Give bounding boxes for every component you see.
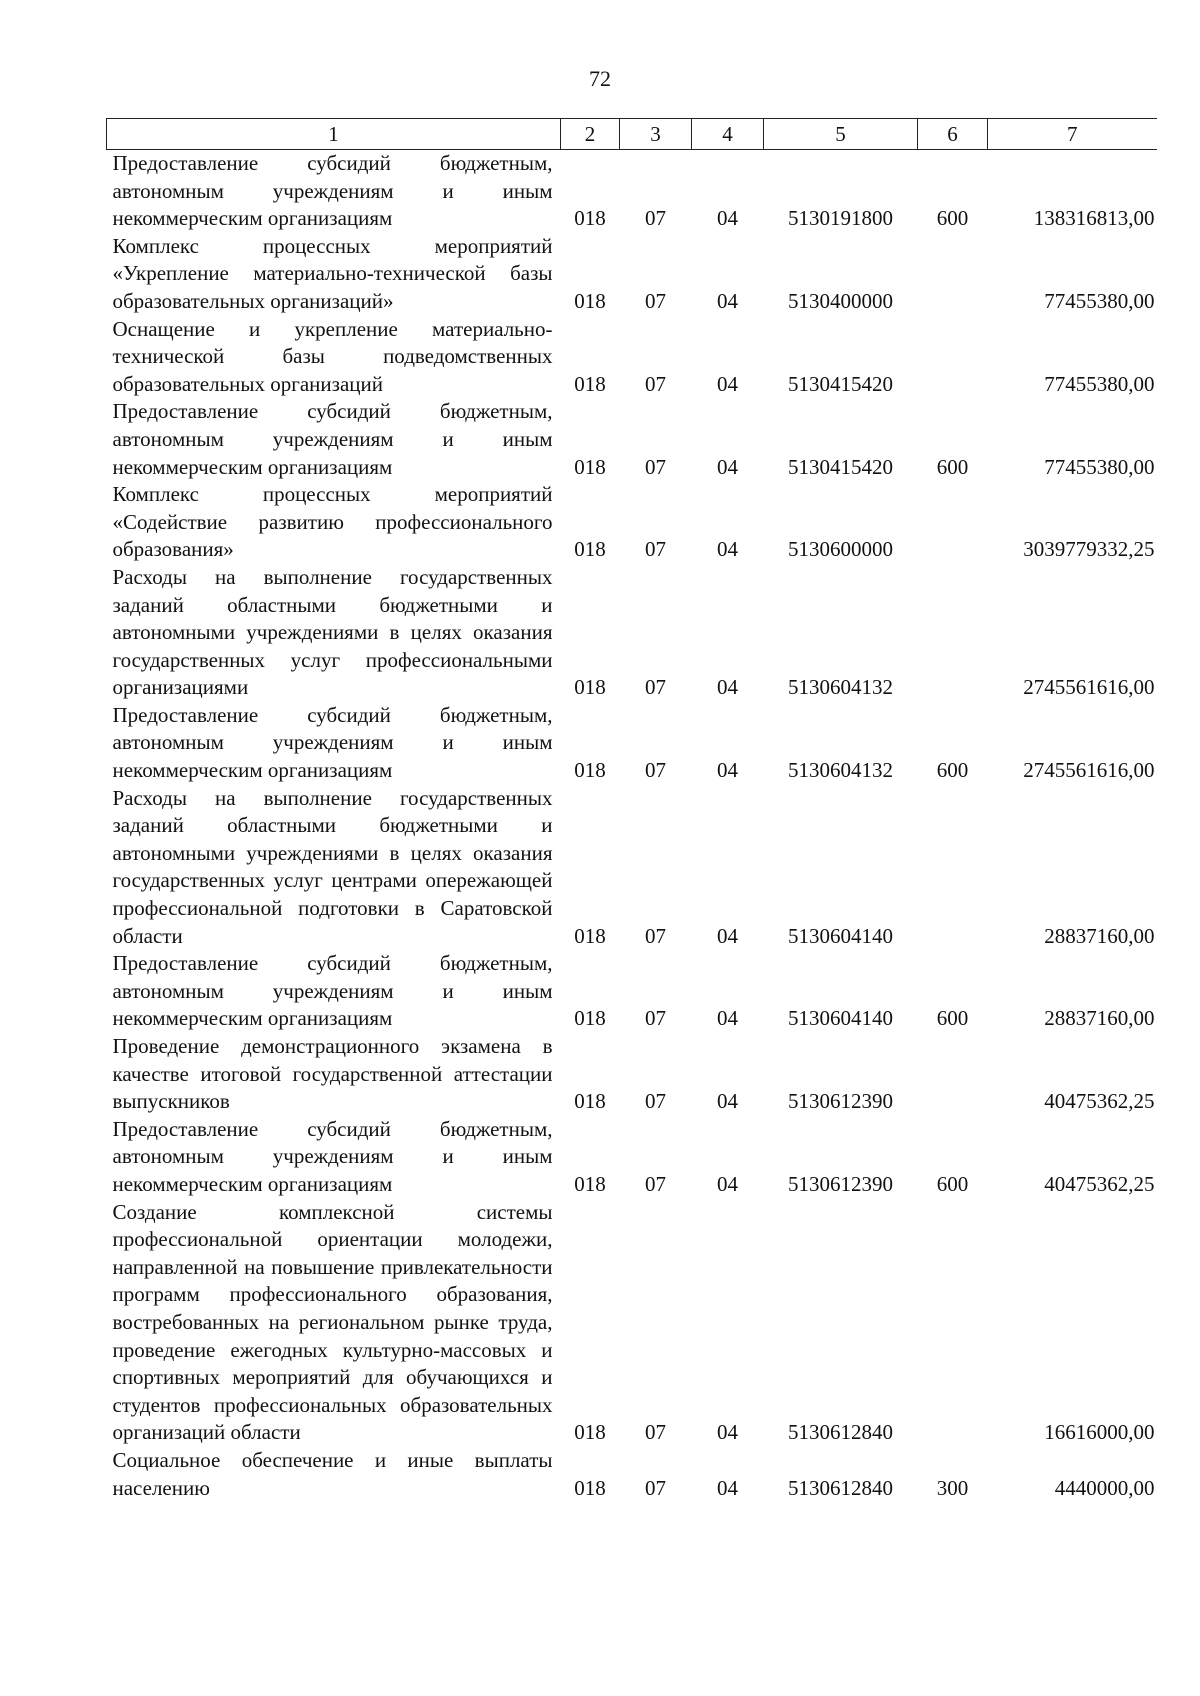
subsection-code-cell: 04 xyxy=(717,758,738,783)
section-code-cell: 07 xyxy=(645,1475,666,1500)
expense-type-cell: 600 xyxy=(936,1006,969,1031)
target-code-cell: 5130604132 xyxy=(788,758,893,783)
amount-cell: 16616000,00 xyxy=(1044,1420,1155,1445)
amount-cell: 3039779332,25 xyxy=(1023,537,1155,562)
target-code-cell: 5130604140 xyxy=(788,1006,893,1031)
expense-type-cell: 600 xyxy=(936,206,969,231)
ministry-code-cell: 018 xyxy=(574,758,606,783)
amount-cell: 2745561616,00 xyxy=(1023,758,1155,783)
section-code-cell: 07 xyxy=(645,758,666,783)
section-code-cell: 07 xyxy=(645,206,666,231)
ministry-code-cell: 018 xyxy=(574,923,606,948)
expense-type-cell xyxy=(918,1033,988,1116)
subsection-code-cell: 04 xyxy=(717,923,738,948)
subsection-code-cell: 04 xyxy=(717,454,738,479)
column-header: 4 xyxy=(692,119,764,150)
target-code-cell: 5130612840 xyxy=(788,1475,893,1500)
subsection-code-cell: 04 xyxy=(717,1089,738,1114)
row-name-cell: Оснащение и укрепление материально-технической базы подведомственных образовательных организаций xyxy=(112,316,553,396)
ministry-code-cell: 018 xyxy=(574,675,606,700)
expense-type-cell xyxy=(918,564,988,702)
amount-cell: 77455380,00 xyxy=(1044,454,1155,479)
table-row xyxy=(107,1199,1157,1447)
ministry-code-cell: 018 xyxy=(574,454,606,479)
ministry-code-cell: 018 xyxy=(574,371,606,396)
amount-cell: 28837160,00 xyxy=(1044,1006,1155,1031)
ministry-code-cell: 018 xyxy=(574,1420,606,1445)
expense-type-cell xyxy=(918,481,988,564)
table-row xyxy=(107,481,1157,564)
expense-type-cell xyxy=(918,233,988,316)
column-header: 2 xyxy=(561,119,620,150)
table-row xyxy=(107,950,1157,1033)
row-name-cell: Социальное обеспечение и иные выплаты населению xyxy=(112,1447,553,1500)
ministry-code-cell: 018 xyxy=(574,537,606,562)
ministry-code-cell: 018 xyxy=(574,1089,606,1114)
amount-cell: 77455380,00 xyxy=(1044,288,1155,313)
section-code-cell: 07 xyxy=(645,1171,666,1196)
row-name-cell: Предоставление субсидий бюджетным, автономным учреждениям и иным некоммерческим организациям xyxy=(112,151,553,231)
table-body xyxy=(107,150,1157,1503)
column-header: 3 xyxy=(620,119,692,150)
target-code-cell: 5130400000 xyxy=(788,288,893,313)
ministry-code-cell: 018 xyxy=(574,288,606,313)
budget-table xyxy=(106,118,1157,1502)
target-code-cell: 5130612840 xyxy=(788,1420,893,1445)
table-row xyxy=(107,150,1157,233)
section-code-cell: 07 xyxy=(645,675,666,700)
section-code-cell: 07 xyxy=(645,454,666,479)
subsection-code-cell: 04 xyxy=(717,1171,738,1196)
amount-cell: 4440000,00 xyxy=(1054,1475,1155,1500)
target-code-cell: 5130415420 xyxy=(788,371,893,396)
section-code-cell: 07 xyxy=(645,288,666,313)
table-row xyxy=(107,1447,1157,1502)
row-name-cell: Создание комплексной системы профессиональной ориентации молодежи, направленной на повышение привлекательности программ профессионального образования, востребованных на региональном рынке труда, проведение ежегодных культурно-массовых и спортивных мероприятий для обучающихся и студентов профессиональных образовательных организаций области xyxy=(112,1199,553,1445)
row-name-cell: Расходы на выполнение государственных заданий областными бюджетными и автономными учреждениями в целях оказания государственных услуг центрами опережающей профессиональной подготовки в Саратовской области xyxy=(112,785,553,948)
table-row xyxy=(107,398,1157,481)
column-header: 6 xyxy=(918,119,988,150)
ministry-code-cell: 018 xyxy=(574,1475,606,1500)
target-code-cell: 5130604140 xyxy=(788,923,893,948)
subsection-code-cell: 04 xyxy=(717,1420,738,1445)
row-name-cell: Предоставление субсидий бюджетным, автономным учреждениям и иным некоммерческим организациям xyxy=(112,1116,553,1196)
page-number: 72 xyxy=(589,66,611,91)
target-code-cell: 5130415420 xyxy=(788,454,893,479)
amount-cell: 77455380,00 xyxy=(1044,371,1155,396)
amount-cell: 28837160,00 xyxy=(1044,923,1155,948)
expense-type-cell: 600 xyxy=(936,454,969,479)
column-header: 7 xyxy=(988,119,1157,150)
ministry-code-cell: 018 xyxy=(574,1171,606,1196)
section-code-cell: 07 xyxy=(645,1420,666,1445)
amount-cell: 40475362,25 xyxy=(1044,1171,1155,1196)
table-row xyxy=(107,1116,1157,1199)
column-header: 1 xyxy=(107,119,561,150)
amount-cell: 40475362,25 xyxy=(1044,1089,1155,1114)
row-name-cell: Предоставление субсидий бюджетным, автономным учреждениям и иным некоммерческим организациям xyxy=(112,702,553,783)
expense-type-cell xyxy=(918,316,988,399)
row-name-cell: Проведение демонстрационного экзамена в качестве итоговой государственной аттестации выпускников xyxy=(112,1034,553,1114)
expense-type-cell: 600 xyxy=(936,1171,969,1196)
row-name-cell: Предоставление субсидий бюджетным, автономным учреждениям и иным некоммерческим организациям xyxy=(112,951,553,1031)
subsection-code-cell: 04 xyxy=(717,288,738,313)
table-row xyxy=(107,564,1157,702)
subsection-code-cell: 04 xyxy=(717,1475,738,1500)
table-row xyxy=(107,785,1157,951)
target-code-cell: 5130191800 xyxy=(788,206,893,231)
ministry-code-cell: 018 xyxy=(574,1006,606,1031)
row-name-cell: Расходы на выполнение государственных заданий областными бюджетными и автономными учреждениями в целях оказания государственных услуг профессиональными организациями xyxy=(112,564,553,700)
table-row xyxy=(107,233,1157,316)
column-header: 5 xyxy=(764,119,918,150)
subsection-code-cell: 04 xyxy=(717,206,738,231)
subsection-code-cell: 04 xyxy=(717,537,738,562)
section-code-cell: 07 xyxy=(645,923,666,948)
expense-type-cell: 300 xyxy=(936,1475,969,1500)
row-name-cell: Комплекс процессных мероприятий «Укрепление материально-технической базы образовательных организаций» xyxy=(112,233,553,313)
expense-type-cell xyxy=(918,1199,988,1447)
target-code-cell: 5130612390 xyxy=(788,1089,893,1114)
ministry-code-cell: 018 xyxy=(574,206,606,231)
section-code-cell: 07 xyxy=(645,537,666,562)
subsection-code-cell: 04 xyxy=(717,675,738,700)
table-row xyxy=(107,1033,1157,1116)
table-row xyxy=(107,316,1157,399)
expense-type-cell xyxy=(918,785,988,951)
subsection-code-cell: 04 xyxy=(717,1006,738,1031)
target-code-cell: 5130600000 xyxy=(788,537,893,562)
section-code-cell: 07 xyxy=(645,371,666,396)
row-name-cell: Комплекс процессных мероприятий «Содействие развитию профессионального образования» xyxy=(112,482,553,562)
section-code-cell: 07 xyxy=(645,1006,666,1031)
table-row xyxy=(107,702,1157,785)
section-code-cell: 07 xyxy=(645,1089,666,1114)
subsection-code-cell: 04 xyxy=(717,371,738,396)
target-code-cell: 5130604132 xyxy=(788,675,893,700)
amount-cell: 138316813,00 xyxy=(1033,206,1155,231)
header-row xyxy=(107,119,1157,150)
amount-cell: 2745561616,00 xyxy=(1023,675,1155,700)
target-code-cell: 5130612390 xyxy=(788,1171,893,1196)
expense-type-cell: 600 xyxy=(936,758,969,783)
row-name-cell: Предоставление субсидий бюджетным, автономным учреждениям и иным некоммерческим организациям xyxy=(112,399,553,479)
